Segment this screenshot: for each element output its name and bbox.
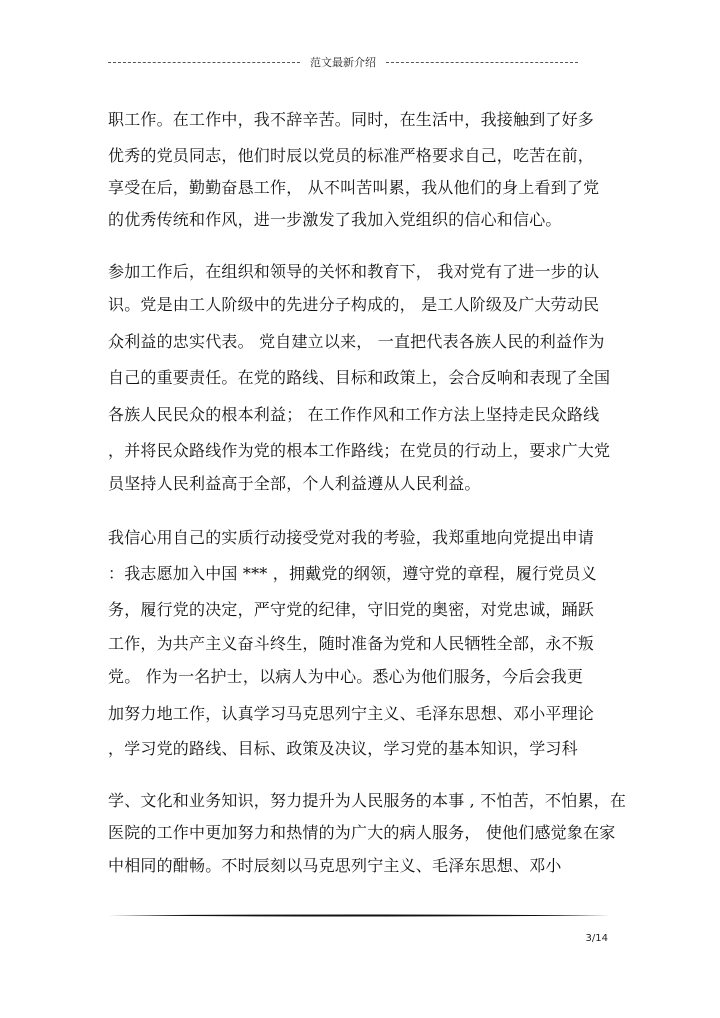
body-line: ：我志愿加入中国 *** ，拥戴党的纲领，遵守党的章程，履行党员义 (108, 564, 597, 583)
footer-rule (108, 914, 610, 917)
body-line: ，学习党的路线、目标、政策及决议，学习党的基本知识，学习科 (108, 739, 578, 758)
body-line: 各族人民民众的根本利益； 在工作作风和工作方法上坚持走民众路线 (108, 405, 600, 424)
body-line: 党。 作为一名护士，以病人为中心。悉心为他们服务，今后会我更 (108, 667, 584, 686)
body-line: 识。党是由工人阶级中的先进分子构成的， 是工人阶级及广大劳动民 (108, 295, 600, 314)
body-line: 工作，为共产主义奋斗终生，随时准备为党和人民牺牲全部，永不叛 (108, 634, 595, 653)
page-header (108, 54, 578, 70)
header-rule-left (108, 62, 300, 63)
body-line: 职工作。在工作中，我不辞辛苦。同时，在生活中，我接触到了好多 (108, 110, 595, 129)
body-line: 员坚持人民利益高于全部，个人利益遵从人民利益。 (108, 474, 481, 493)
body-line: 学、文化和业务知识，努力提升为人民服务的本事 , 不怕苦，不怕累，在 (108, 791, 627, 810)
body-line: 享受在后，勤勤奋恳工作， 从不叫苦叫累，我从他们的身上看到了党 (108, 178, 600, 197)
body-line: 的优秀传统和作风，进一步激发了我加入党组织的信心和信心。 (108, 210, 562, 229)
body-line: 自己的重要责任。在党的路线、目标和政策上，会合反响和表现了全国 (108, 368, 611, 387)
body-line: 中相同的酣畅。不时辰刻以马克思列宁主义、毛泽东思想、邓小 (108, 856, 562, 875)
body-line: 加努力地工作，认真学习马克思列宁主义、毛泽东思想、邓小平理论 (108, 704, 595, 723)
body-line: ，并将民众路线作为党的根本工作路线；在党员的行动上，要求广大党 (108, 441, 611, 460)
body-line: 我信心用自己的实质行动接受党对我的考验，我郑重地向党提出申请 (108, 528, 595, 547)
page-number: 3/14 (585, 933, 608, 944)
body-line: 众利益的忠实代表。 党自建立以来， 一直把代表各族人民的利益作为 (108, 332, 605, 351)
body-line: 优秀的党员同志，他们时辰以党员的标准严格要求自己，吃苦在前， (108, 146, 595, 165)
body-line: 医院的工作中更加努力和热情的为广大的病人服务， 使他们感觉象在家 (108, 823, 616, 842)
header-rule-right (386, 62, 578, 63)
body-line: 参加工作后，在组织和领导的关怀和教育下， 我对党有了进一步的认 (108, 262, 600, 281)
header-title: 范文最新介绍 (310, 56, 376, 69)
body-line: 务，履行党的决定，严守党的纪律，守旧党的奥密，对党忠诚，踊跃 (108, 600, 595, 619)
